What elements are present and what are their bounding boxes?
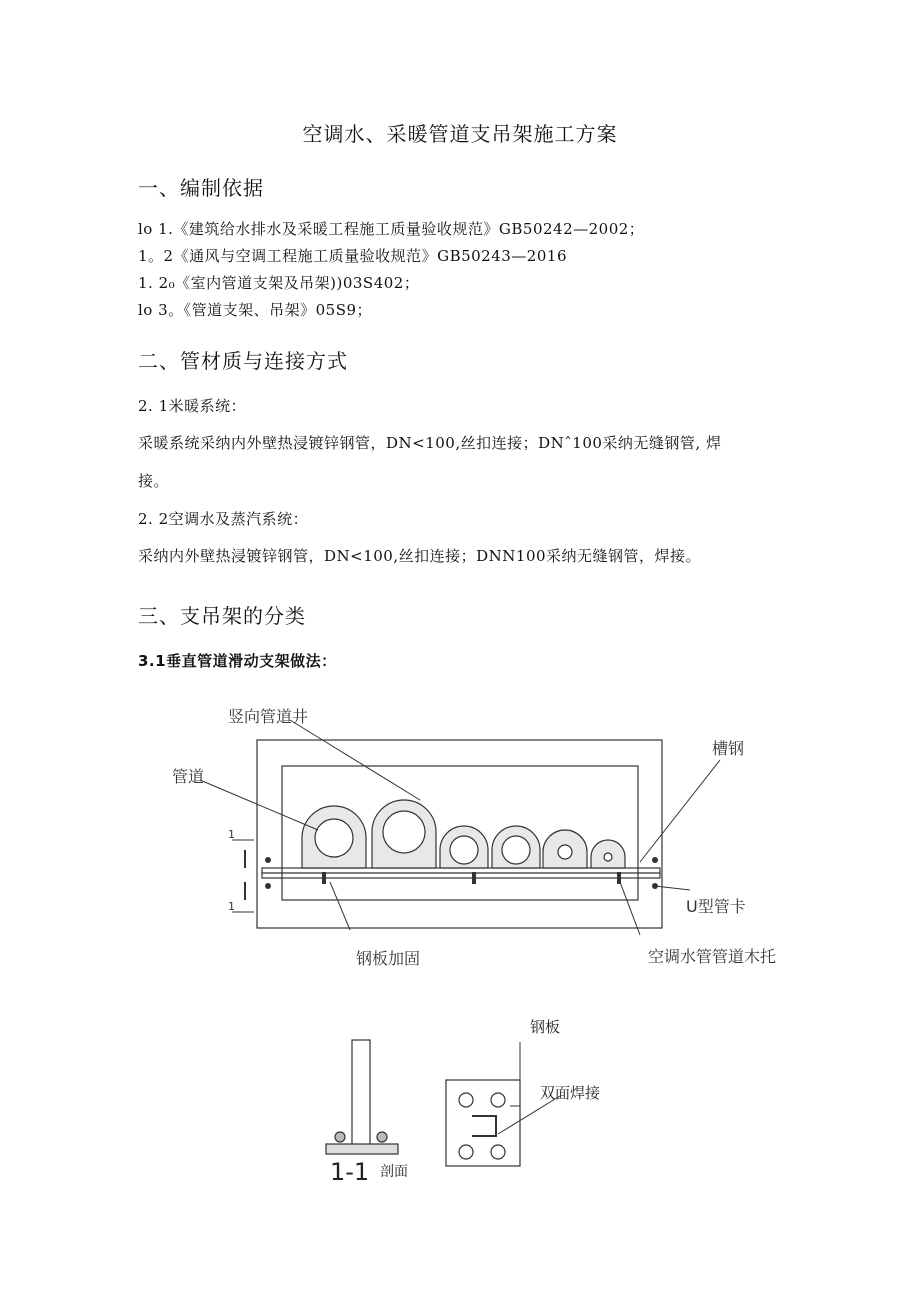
section-2-heading: 二、管材质与连接方式 (138, 349, 348, 373)
plate-reinforce-label: 钢板加固 (356, 949, 421, 968)
ac-system-text: 采纳内外壁热浸镀锌钢管，DN<100,丝扣连接；DNN100采纳无缝钢管，焊接。 (138, 547, 702, 565)
reference-item-1: lo 1.《建筑给水排水及采暖工程施工质量验收规范》GB50242—2002； (138, 220, 645, 238)
wood-support-label: 空调水管管道木托 (648, 947, 777, 966)
u-clamp-label: U型管卡 (686, 897, 746, 916)
heating-system-text-line2: 接。 (138, 472, 170, 490)
section-mark-top: 1 (228, 828, 235, 841)
document-title: 空调水、采暖管道支吊架施工方案 (302, 122, 618, 146)
vertical-pipe-support-title: 3.1垂直管道滑动支架做法： (138, 652, 337, 670)
ac-system-title: 2. 2空调水及蒸汽系统： (138, 510, 309, 528)
heating-system-title: 2. 1米暖系统： (138, 397, 247, 415)
reference-item-4: lo 3。《管道支架、吊架》05S9； (138, 301, 373, 319)
channel-steel-label: 槽钢 (712, 739, 745, 758)
steel-plate-view (446, 1080, 520, 1166)
pipe-label: 管道 (172, 767, 205, 786)
steel-plate-label: 钢板 (530, 1018, 561, 1036)
double-weld-label: 双面焊接 (540, 1084, 601, 1102)
heating-system-text-line1: 采暖系统采纳内外壁热浸镀锌钢管，DN<100,丝扣连接；DNˆ100采纳无缝钢管, 焊 (138, 434, 722, 452)
pipe-shaft-drawing (0, 690, 920, 990)
section-detail-drawing (0, 1010, 920, 1190)
section-1-1-view (326, 1040, 398, 1154)
section-caption: 1-1 (330, 1158, 370, 1186)
section-3-heading: 三、支吊架的分类 (138, 604, 306, 628)
section-mark-bottom: 1 (228, 900, 235, 913)
section-1-heading: 一、编制依据 (138, 176, 264, 200)
pipe-group (302, 800, 625, 868)
shaft-label: 竖向管道井 (228, 707, 309, 726)
reference-item-2: 1。2《通风与空调工程施工质量验收规范》GB50243—2016 (138, 247, 567, 265)
section-caption-suffix: 剖面 (380, 1164, 408, 1180)
reference-item-3: 1. 2₀《室内管道支架及吊架))03S402； (138, 274, 420, 292)
